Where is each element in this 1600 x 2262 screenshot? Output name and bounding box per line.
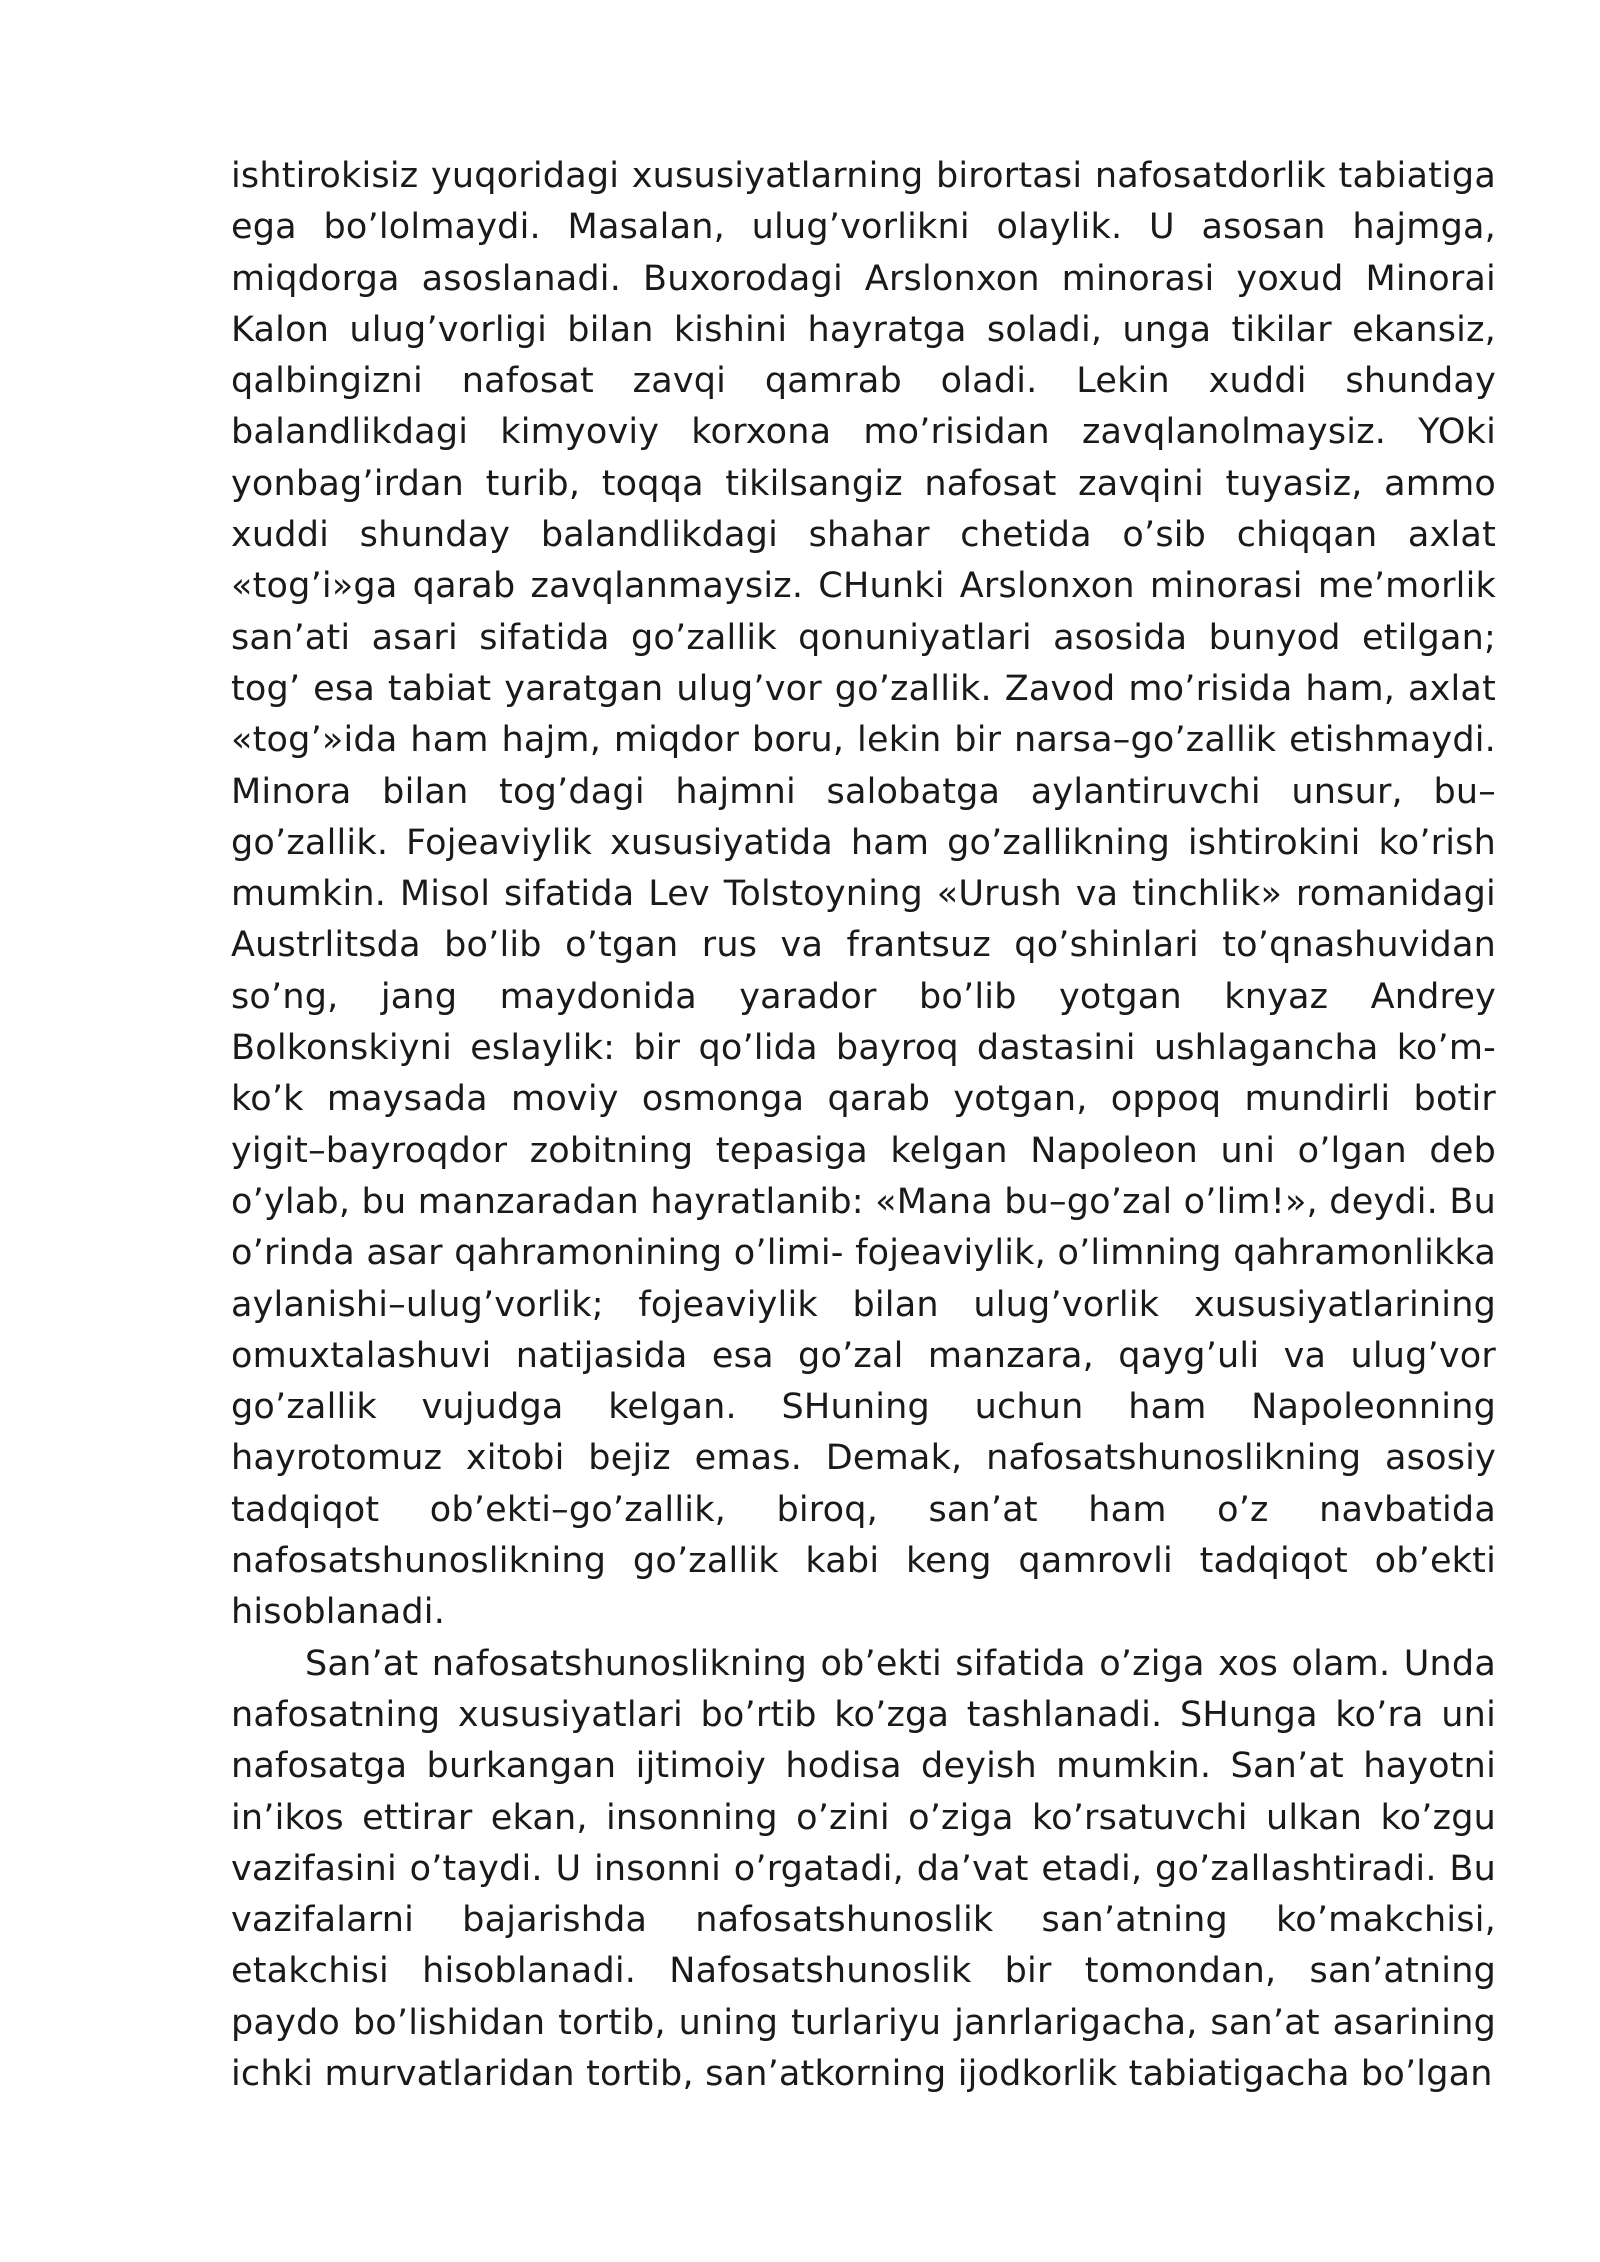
paragraph-continuation: ishtirokisiz yuqoridagi xususiyatlarning birortasi nafosatdorlik tabiatiga ega bo’lolmaydi. Masalan, ulug’vorlikni olaylik. U asosan hajmga, miqdorga asoslanadi. Buxorodagi Arslonxon minorasi yoxud Minorai Kalon ulug’vorligi bilan kishini hayratga soladi, unga tikilar ekansiz, qalbingizni nafosat zavqi qamrab oladi. Lekin xuddi shunday balandlikdagi kimyoviy korxona mo’risidan zavqlanolmaysiz. YOki yonbag’irdan turib, toqqa tikilsangiz nafosat zavqini tuyasiz, ammo xuddi shunday balandlikdagi shahar chetida o’sib chiqqan axlat «tog’i»ga qarab zavqlanmaysiz. CHunki Arslonxon minorasi me’morlik san’ati asari sifatida go’zallik qonuniyatlari asosida bunyod etilgan; tog’ esa tabiat yaratgan ulug’vor go’zallik. Zavod mo’risida ham, axlat «tog’»ida ham hajm, miqdor boru, lekin bir narsa–go’zallik etishmaydi. Minora bilan tog’dagi hajmni salobatga aylantiruvchi unsur, bu–go’zallik. Fojeaviylik xususiyatida ham go’zallikning ishtirokini ko’rish mumkin. Misol sifatida Lev Tolstoyning «Urush va tinchlik» romanidagi Austrlitsda bo’lib o’tgan rus va frantsuz qo’shinlari to’qnashuvidan so’ng, jang maydonida yarador bo’lib yotgan knyaz Andrey Bolkonskiyni eslaylik: bir qo’lida bayroq dastasini ushlagancha ko’m-ko’k maysada moviy osmonga qarab yotgan, oppoq mundirli botir yigit–bayroqdor zobitning tepasiga kelgan Napoleon uni o’lgan deb o’ylab, bu manzaradan hayratlanib: «Mana bu–go’zal o’lim!», deydi. Bu o’rinda asar qahramonining o’limi- fojeaviylik, o’limning qahramonlikka aylanishi–ulug’vorlik; fojeaviylik bilan ulug’vorlik xususiyatlarining omuxtalashuvi natijasida esa go’zal manzara, qayg’uli va ulug’vor go’zallik vujudga kelgan. SHuning uchun ham Napoleonning hayrotomuz xitobi bejiz emas. Demak, nafosatshunoslikning asosiy tadqiqot ob’ekti–go’zallik, biroq, san’at ham o’z navbatida nafosatshunoslikning go’zallik kabi keng qamrovli tadqiqot ob’ekti hisoblanadi. (231, 156, 1496, 1633)
paragraph-art-as-object: San’at nafosatshunoslikning ob’ekti sifatida o’ziga xos olam. Unda nafosatning xususiyatlari bo’rtib ko’zga tashlanadi. SHunga ko’ra uni nafosatga burkangan ijtimoiy hodisa deyish mumkin. San’at hayotni in’ikos ettirar ekan, insonning o’zini o’ziga ko’rsatuvchi ulkan ko’zgu vazifasini o’taydi. U insonni o’rgatadi, da’vat etadi, go’zallashtiradi. Bu vazifalarni bajarishda nafosatshunoslik san’atning ko’makchisi, etakchisi hisoblanadi. Nafosatshunoslik bir tomondan, san’atning paydo bo’lishidan tortib, uning turlariyu janrlarigacha, san’at asarining ichki murvatlaridan tortib, san’atkorning ijodkorlik tabiatigacha bo’lgan (231, 1643, 1496, 2094)
document-page (231, 151, 1496, 2100)
